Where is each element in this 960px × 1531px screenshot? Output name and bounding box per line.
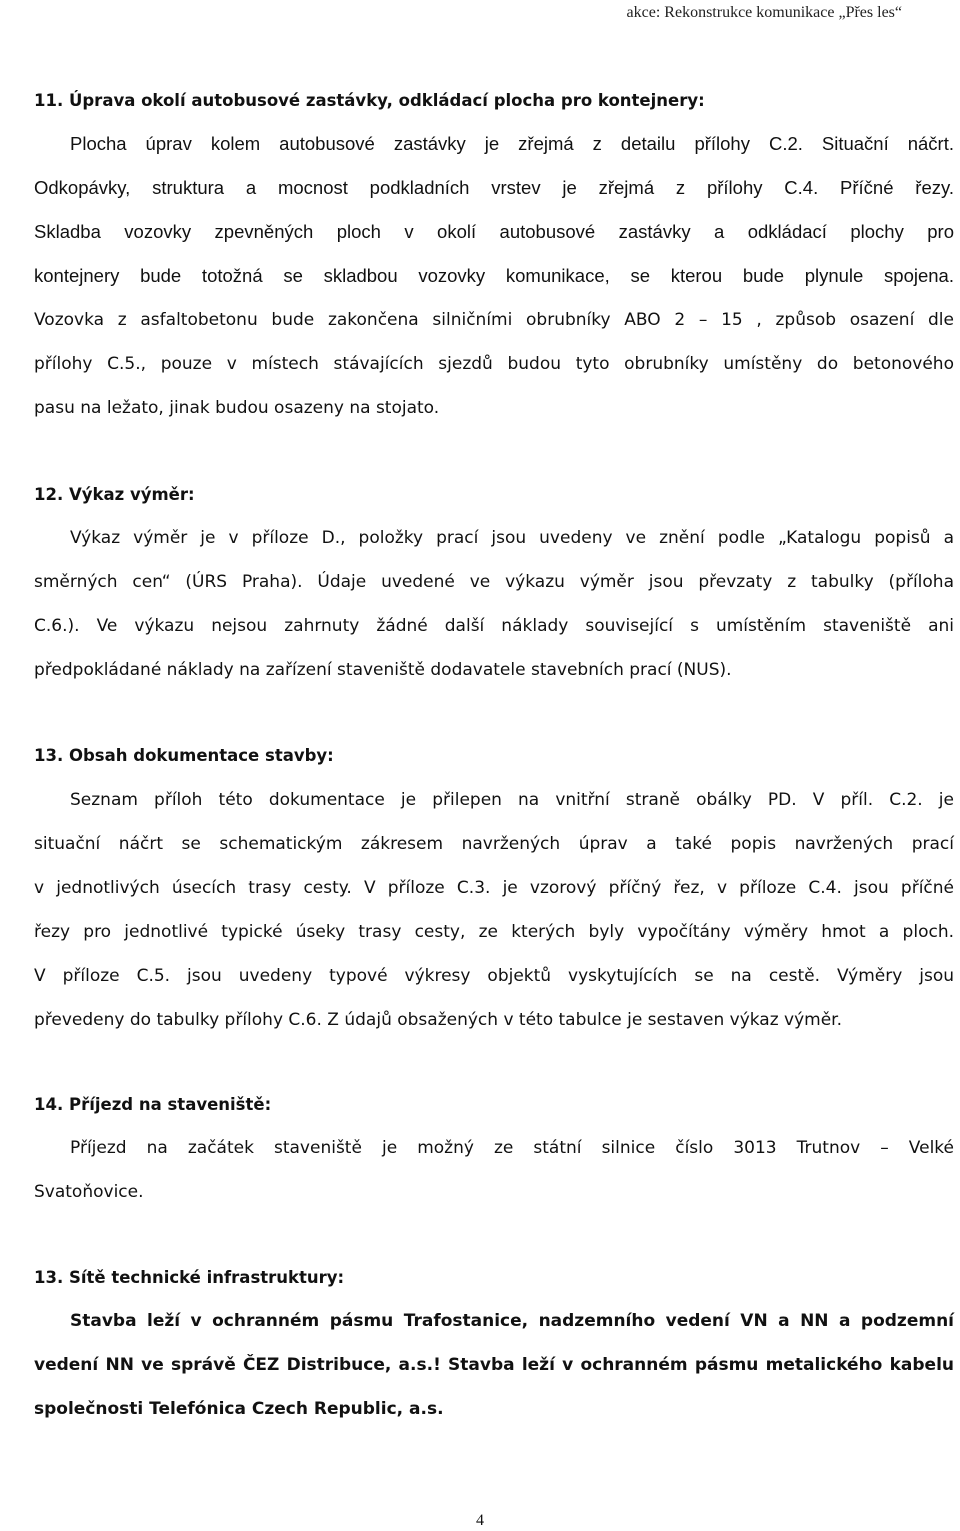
section-11-line: Odkopávky, struktura a mocnost podkladních vrstev je zřejmá z přílohy C.4. Příčné řezy. (34, 177, 954, 198)
section-13-documentation-line: situační náčrt se schematickým zákresem navržených úprav a také popis navržených prací (34, 834, 954, 854)
section-13-documentation-title: 13. Obsah dokumentace stavby: (34, 746, 334, 765)
section-11-line: Plocha úprav kolem autobusové zastávky je zřejmá z detailu přílohy C.2. Situační náčrt. (70, 133, 954, 154)
section-12-line: Výkaz výměr je v příloze D., položky prací jsou uvedeny ve znění podle „Katalogu popisů a (70, 528, 954, 548)
section-13-infrastructure-title: 13. Sítě technické infrastruktury: (34, 1268, 345, 1287)
section-14-title: 14. Příjezd na staveniště: (34, 1095, 272, 1114)
section-13-documentation-line: V příloze C.5. jsou uvedeny typové výkresy objektů vyskytujících se na cestě. Výměry jsou (34, 966, 954, 986)
section-11-line: Skladba vozovky zpevněných ploch v okolí autobusové zastávky a odkládací plochy pro (34, 221, 954, 242)
section-13-documentation-line: v jednotlivých úsecích trasy cesty. V příloze C.3. je vzorový příčný řez, v příloze C.4. jsou příčné (34, 878, 954, 898)
section-12-line: předpokládané náklady na zařízení staveniště dodavatele stavebních prací (NUS). (34, 660, 732, 680)
section-11-line: kontejnery bude totožná se skladbou vozovky komunikace, se kterou bude plynule spojena. (34, 265, 954, 286)
section-11-line: pasu na ležato, jinak budou osazeny na stojato. (34, 398, 440, 418)
section-13-documentation-line: řezy pro jednotlivé typické úseky trasy cesty, ze kterých byly vypočítány výměry hmot a ploch. (34, 922, 954, 942)
section-13-infrastructure-line: společnosti Telefónica Czech Republic, a.s. (34, 1399, 444, 1419)
section-13-infrastructure-line: Stavba leží v ochranném pásmu Trafostanice, nadzemního vedení VN a NN a podzemní (70, 1311, 954, 1331)
section-12-title: 12. Výkaz výměr: (34, 485, 195, 504)
section-12-line: směrných cen“ (ÚRS Praha). Údaje uvedené ve výkazu výměr jsou převzaty z tabulky (příloha (34, 572, 954, 592)
section-13-infrastructure-line: vedení NN ve správě ČEZ Distribuce, a.s.! Stavba leží v ochranném pásmu metalického kabelu (34, 1355, 954, 1375)
section-11-title: 11. Úprava okolí autobusové zastávky, odkládací plocha pro kontejnery: (34, 91, 705, 110)
section-14-line: Příjezd na začátek staveniště je možný ze státní silnice číslo 3013 Trutnov – Velké (70, 1138, 954, 1158)
section-11-line: Vozovka z asfaltobetonu bude zakončena silničními obrubníky ABO 2 – 15 , způsob osazení dle (34, 310, 954, 330)
section-14-line: Svatoňovice. (34, 1182, 144, 1202)
section-13-documentation-line: převedeny do tabulky přílohy C.6. Z údajů obsažených v této tabulce je sestaven výkaz výměr. (34, 1010, 843, 1030)
section-12-line: C.6.). Ve výkazu nejsou zahrnuty žádné další náklady související s umístěním staveniště ani (34, 616, 954, 636)
section-13-documentation-line: Seznam příloh této dokumentace je přilepen na vnitřní straně obálky PD. V příl. C.2. je (70, 790, 954, 810)
section-11-line: přílohy C.5., pouze v místech stávajících sjezdů budou tyto obrubníky umístěny do betonového (34, 354, 954, 374)
page-header: akce: Rekonstrukce komunikace „Přes les“ (626, 4, 902, 21)
page-number: 4 (476, 1512, 484, 1529)
